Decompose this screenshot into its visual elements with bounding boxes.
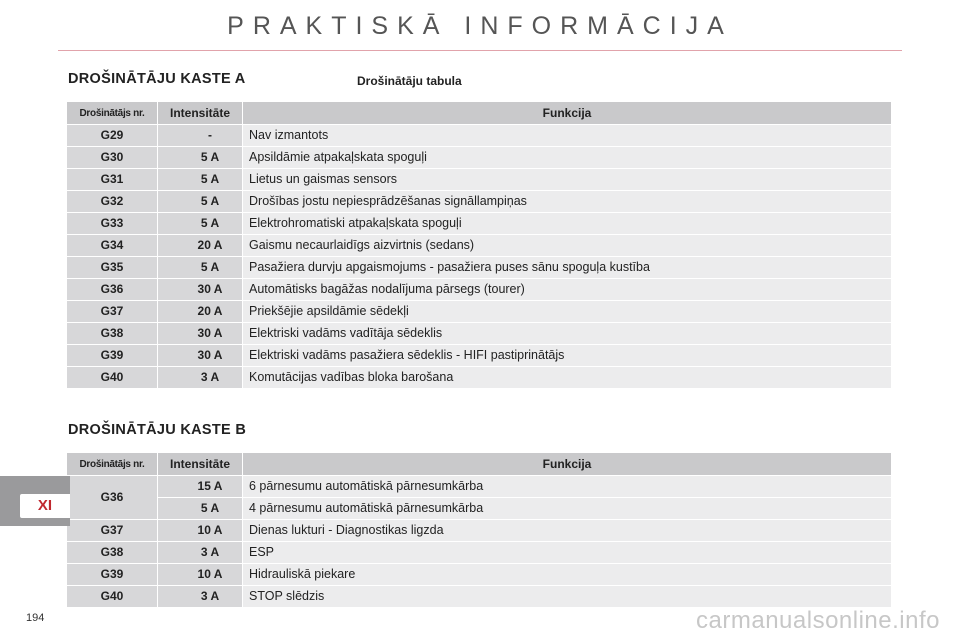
fuse-function: 6 pārnesumu automātiskā pārnesumkārba [243,476,892,498]
fuse-number: G29 [67,125,158,147]
fuse-function: Drošības jostu nepiesprādzēšanas signāllampiņas [243,191,892,213]
fuse-amperage: 5 A [158,213,243,235]
table-row [67,498,892,520]
fuse-function: Komutācijas vadības bloka barošana [243,367,892,389]
fuse-number: G39 [67,564,158,586]
fuse-number: G34 [67,235,158,257]
fuse-function: Elektriski vadāms vadītāja sēdeklis [243,323,892,345]
fuse-number: G32 [67,191,158,213]
fuse-function: Lietus un gaismas sensors [243,169,892,191]
column-header-function: Funkcija [243,102,892,125]
table-row [67,520,892,542]
fuse-number: G40 [67,586,158,608]
table-row [67,345,892,367]
fuse-amperage: 5 A [158,257,243,279]
fuse-table-b [66,452,892,608]
fuse-amperage: 30 A [158,323,243,345]
fuse-function: Apsildāmie atpakaļskata spoguļi [243,147,892,169]
fuse-number: G39 [67,345,158,367]
page-number: 194 [26,612,45,624]
table-row [67,191,892,213]
column-header-intensity: Intensitāte [158,453,243,476]
fuse-number: G35 [67,257,158,279]
page-title: PRAKTISKĀ INFORMĀCIJA [227,12,733,40]
fuse-amperage: 5 A [158,191,243,213]
fuse-amperage: 3 A [158,367,243,389]
fuse-number: G38 [67,542,158,564]
fuse-table-a [66,101,892,389]
fuse-amperage: 5 A [158,169,243,191]
fuse-amperage: 20 A [158,301,243,323]
chapter-tab [0,476,70,526]
fuse-number: G36 [67,279,158,301]
fuse-function: Elektrohromatiski atpakaļskata spoguļi [243,213,892,235]
table-header-row [67,453,892,476]
column-header-fuse-number: Drošinātājs nr. [67,102,158,125]
table-row [67,564,892,586]
fuse-amperage: 30 A [158,345,243,367]
table-row [67,169,892,191]
table-row [67,476,892,498]
fuse-amperage: 30 A [158,279,243,301]
section-a-subheading: Drošinātāju tabula [357,74,462,88]
fuse-amperage: 15 A [158,476,243,498]
fuse-amperage: 3 A [158,542,243,564]
table-row [67,542,892,564]
fuse-amperage: 5 A [158,147,243,169]
section-b-heading: DROŠINĀTĀJU KASTE B [68,422,247,438]
table-row [67,235,892,257]
section-a-heading: DROŠINĀTĀJU KASTE A [68,71,246,87]
fuse-number: G40 [67,367,158,389]
fuse-number: G37 [67,520,158,542]
fuse-function: Automātisks bagāžas nodalījuma pārsegs (tourer) [243,279,892,301]
table-row [67,213,892,235]
chapter-label: XI [20,494,70,518]
table-row [67,301,892,323]
column-header-function: Funkcija [243,453,892,476]
fuse-number: G38 [67,323,158,345]
table-row [67,257,892,279]
fuse-function: Priekšējie apsildāmie sēdekļi [243,301,892,323]
table-header-row [67,102,892,125]
title-divider [58,50,902,51]
fuse-function: Hidrauliskā piekare [243,564,892,586]
fuse-number: G33 [67,213,158,235]
fuse-function: ESP [243,542,892,564]
table-row [67,367,892,389]
table-row [67,125,892,147]
fuse-amperage: 10 A [158,520,243,542]
watermark: carmanualsonline.info [696,607,940,634]
column-header-intensity: Intensitāte [158,102,243,125]
fuse-function: Gaismu necaurlaidīgs aizvirtnis (sedans) [243,235,892,257]
fuse-function: Nav izmantots [243,125,892,147]
table-row [67,586,892,608]
table-row [67,279,892,301]
table-row [67,323,892,345]
fuse-number: G31 [67,169,158,191]
fuse-number: G30 [67,147,158,169]
fuse-amperage: - [158,125,243,147]
fuse-function: 4 pārnesumu automātiskā pārnesumkārba [243,498,892,520]
fuse-amperage: 20 A [158,235,243,257]
fuse-number: G37 [67,301,158,323]
fuse-function: Pasažiera durvju apgaismojums - pasažiera puses sānu spoguļa kustība [243,257,892,279]
fuse-function: Dienas lukturi - Diagnostikas ligzda [243,520,892,542]
fuse-function: Elektriski vadāms pasažiera sēdeklis - HIFI pastiprinātājs [243,345,892,367]
fuse-number: G36 [67,476,158,520]
fuse-amperage: 3 A [158,586,243,608]
fuse-amperage: 5 A [158,498,243,520]
fuse-function: STOP slēdzis [243,586,892,608]
fuse-amperage: 10 A [158,564,243,586]
column-header-fuse-number: Drošinātājs nr. [67,453,158,476]
table-row [67,147,892,169]
